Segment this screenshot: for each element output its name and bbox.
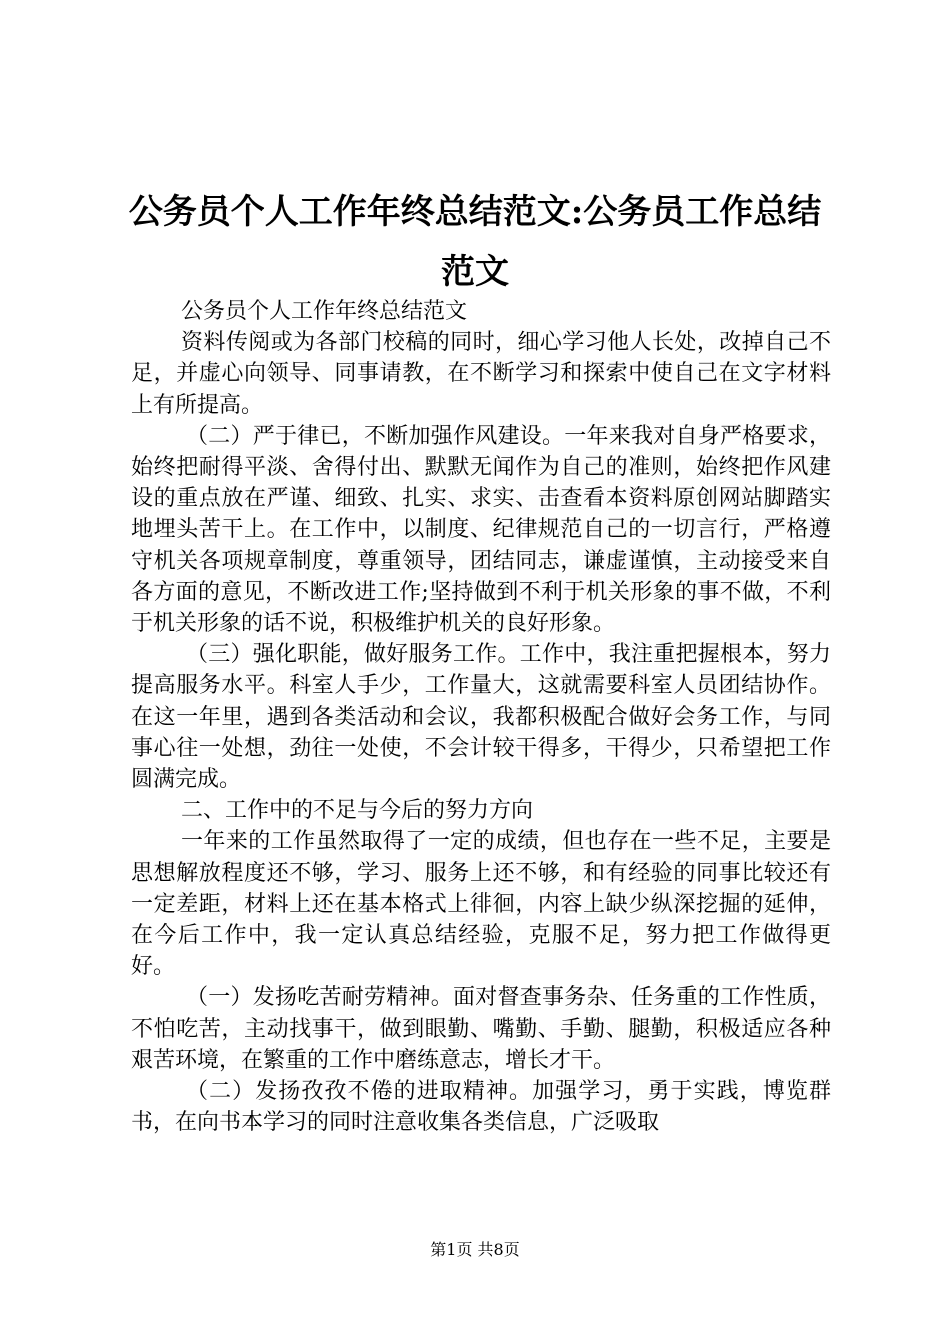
document-title: 公务员个人工作年终总结范文:公务员工作总结范文 <box>128 192 822 292</box>
paragraph: （二）发扬孜孜不倦的进取精神。加强学习，勇于实践，博览群书，在向书本学习的同时注意收集各类信息，广泛吸取 <box>131 1079 831 1136</box>
paragraph-heading: 公务员个人工作年终总结范文 <box>181 299 468 324</box>
paragraph: （二）严于律已，不断加强作风建设。一年来我对自身严格要求，始终把耐得平淡、舍得付出、默默无闻作为自己的准则，始终把作风建设的重点放在严谨、细致、扎实、求实、击查看本资料原创网站脚踏实地埋头苦干上。在工作中，以制度、纪律规范自己的一切言行，严格遵守机关各项规章制度，尊重领导，团结同志，谦虚谨慎，主动接受来自各方面的意见，不断改进工作;坚持做到不利于机关形象的事不做，不利于机关形象的话不说，积极维护机关的良好形象。 <box>131 423 831 637</box>
paragraph: （三）强化职能，做好服务工作。工作中，我注重把握根本，努力提高服务水平。科室人手少，工作量大，这就需要科室人员团结协作。在这一年里，遇到各类活动和会议，我都积极配合做好会务工作，与同事心往一处想，劲往一处使，不会计较干得多，干得少，只希望把工作圆满完成。 <box>131 642 831 793</box>
paragraph: 资料传阅或为各部门校稿的同时，细心学习他人长处，改掉自己不足，并虚心向领导、同事请教，在不断学习和探索中使自己在文字材料上有所提高。 <box>131 330 831 418</box>
document-body <box>131 296 831 1138</box>
paragraph: 一年来的工作虽然取得了一定的成绩，但也存在一些不足，主要是思想解放程度还不够，学习、服务上还不够，和有经验的同事比较还有一定差距，材料上还在基本格式上徘徊，内容上缺少纵深挖掘的延伸，在今后工作中，我一定认真总结经验，克服不足，努力把工作做得更好。 <box>131 829 831 980</box>
page-number-footer: 第1页 共8页 <box>430 1240 520 1259</box>
paragraph: （一）发扬吃苦耐劳精神。面对督查事务杂、任务重的工作性质，不怕吃苦，主动找事干，做到眼勤、嘴勤、手勤、腿勤，积极适应各种艰苦环境，在繁重的工作中磨练意志，增长才干。 <box>131 985 831 1073</box>
section-heading: 二、工作中的不足与今后的努力方向 <box>181 798 534 824</box>
